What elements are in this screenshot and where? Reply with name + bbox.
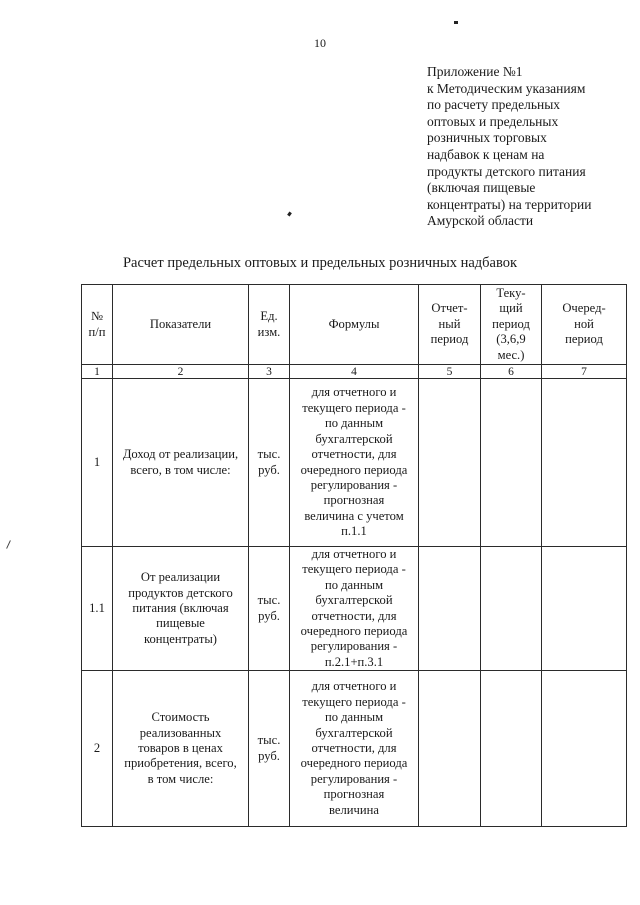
row-indicator: От реализации продуктов детского питания (включая пищевые концентраты): [113, 547, 249, 671]
reporting-period-cell: [419, 671, 481, 827]
row-unit: тыс. руб.: [249, 379, 290, 547]
table-row: [82, 379, 627, 547]
page-number: 10: [314, 36, 326, 50]
row-formula: для отчетного и текущего периода - по данным бухгалтерской отчетности, для очередного периода регулирования - прогнозная величина с учетом п.1.1: [290, 379, 419, 547]
col-header-next-period: Очеред- ной период: [542, 285, 627, 365]
current-period-cell: [481, 671, 542, 827]
reporting-period-cell: [419, 379, 481, 547]
column-number-row: [82, 365, 627, 379]
table-row: [82, 547, 627, 671]
column-number: 7: [542, 365, 627, 379]
scan-artifact: [6, 540, 11, 549]
current-period-cell: [481, 547, 542, 671]
annex-reference: Приложение №1 к Методическим указаниям по расчету предельных оптовых и предельных розничных торговых надбавок к ценам на продукты детского питания (включая пищевые концентраты) на территории Амурской области: [427, 64, 592, 229]
column-number: 4: [290, 365, 419, 379]
table-row: [82, 671, 627, 827]
next-period-cell: [542, 671, 627, 827]
row-number: 2: [82, 671, 113, 827]
current-period-cell: [481, 379, 542, 547]
next-period-cell: [542, 379, 627, 547]
document-title: Расчет предельных оптовых и предельных розничных надбавок: [122, 255, 518, 271]
col-header-reporting-period: Отчет- ный период: [419, 285, 481, 365]
row-unit: тыс. руб.: [249, 547, 290, 671]
column-number: 1: [82, 365, 113, 379]
column-number: 5: [419, 365, 481, 379]
header-row: [82, 285, 627, 365]
col-header-formula: Формулы: [290, 285, 419, 365]
col-header-current-period: Теку- щий период (3,6,9 мес.): [481, 285, 542, 365]
row-indicator: Доход от реализации, всего, в том числе:: [113, 379, 249, 547]
col-header-unit: Ед. изм.: [249, 285, 290, 365]
col-header-indicator: Показатели: [113, 285, 249, 365]
row-formula: для отчетного и текущего периода - по данным бухгалтерской отчетности, для очередного периода регулирования - прогнозная величина: [290, 671, 419, 827]
row-indicator: Стоимость реализованных товаров в ценах приобретения, всего, в том числе:: [113, 671, 249, 827]
column-number: 3: [249, 365, 290, 379]
col-header-num: № п/п: [82, 285, 113, 365]
next-period-cell: [542, 547, 627, 671]
row-number: 1.1: [82, 547, 113, 671]
row-formula: для отчетного и текущего периода - по данным бухгалтерской отчетности, для очередного периода регулирования - п.2.1+п.3.1: [290, 547, 419, 671]
reporting-period-cell: [419, 547, 481, 671]
scan-artifact: [287, 212, 292, 217]
column-number: 2: [113, 365, 249, 379]
row-number: 1: [82, 379, 113, 547]
markup-calculation-table: [81, 284, 627, 827]
column-number: 6: [481, 365, 542, 379]
row-unit: тыс. руб.: [249, 671, 290, 827]
scan-artifact: [454, 21, 458, 24]
